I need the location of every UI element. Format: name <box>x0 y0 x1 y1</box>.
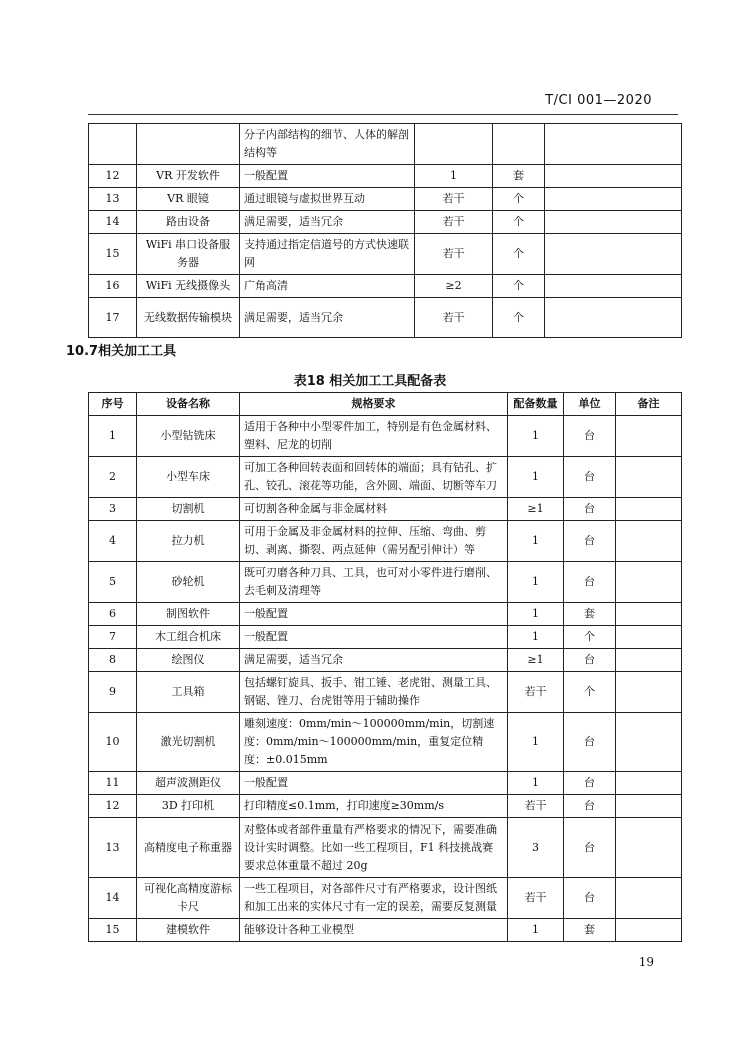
cell-unit: 台 <box>564 521 616 562</box>
cell-spec: 雕刻速度：0mm/min～100000mm/min，切割速度：0mm/min～100000mm/min，重复定位精度：±0.015mm <box>240 713 508 772</box>
cell-no: 2 <box>89 457 137 498</box>
cell-unit: 台 <box>564 795 616 818</box>
cell-note <box>616 795 682 818</box>
cell-qty: 若干 <box>415 234 493 275</box>
cell-spec: 通过眼镜与虚拟世界互动 <box>240 188 415 211</box>
table-row <box>89 298 682 338</box>
cell-name: 工具箱 <box>137 672 240 713</box>
cell-qty: ≥1 <box>508 649 564 672</box>
cell-no: 17 <box>89 298 137 338</box>
cell-note <box>616 498 682 521</box>
table-row <box>89 603 682 626</box>
cell-note <box>616 713 682 772</box>
cell-unit: 个 <box>493 188 545 211</box>
table-header-row <box>89 393 682 416</box>
cell-note <box>616 457 682 498</box>
cell-spec: 满足需要，适当冗余 <box>240 649 508 672</box>
cell-name: 木工组合机床 <box>137 626 240 649</box>
cell-unit: 套 <box>493 165 545 188</box>
table-row <box>89 562 682 603</box>
cell-unit: 个 <box>493 298 545 338</box>
cell-name: 激光切割机 <box>137 713 240 772</box>
cell-no: 7 <box>89 626 137 649</box>
cell-note <box>616 818 682 878</box>
cell-no: 10 <box>89 713 137 772</box>
table-row <box>89 772 682 795</box>
cell-qty: 3 <box>508 818 564 878</box>
cell-unit: 套 <box>564 603 616 626</box>
cell-no: 14 <box>89 878 137 919</box>
cell-name <box>137 124 240 165</box>
cell-qty: 1 <box>508 919 564 942</box>
table-row <box>89 649 682 672</box>
cell-name: 路由设备 <box>137 211 240 234</box>
cell-note <box>545 124 682 165</box>
cell-qty: ≥2 <box>415 275 493 298</box>
cell-spec: 满足需要，适当冗余 <box>240 211 415 234</box>
cell-spec: 一般配置 <box>240 165 415 188</box>
cell-spec: 打印精度≤0.1mm，打印速度≥30mm/s <box>240 795 508 818</box>
cell-unit: 个 <box>493 275 545 298</box>
cell-name: 3D 打印机 <box>137 795 240 818</box>
cell-spec: 适用于各种中小型零件加工，特别是有色金属材料、塑料、尼龙的切削 <box>240 416 508 457</box>
table-row <box>89 795 682 818</box>
cell-no: 12 <box>89 165 137 188</box>
cell-no: 5 <box>89 562 137 603</box>
cell-note <box>616 772 682 795</box>
cell-note <box>616 521 682 562</box>
cell-unit: 台 <box>564 457 616 498</box>
table-row <box>89 275 682 298</box>
cell-name: 制图软件 <box>137 603 240 626</box>
cell-spec: 广角高清 <box>240 275 415 298</box>
cell-qty: 1 <box>508 521 564 562</box>
header-qty: 配备数量 <box>508 393 564 416</box>
cell-name: 切割机 <box>137 498 240 521</box>
cell-unit: 台 <box>564 498 616 521</box>
cell-unit: 台 <box>564 713 616 772</box>
cell-no: 13 <box>89 818 137 878</box>
cell-no: 16 <box>89 275 137 298</box>
cell-spec: 支持通过指定信道号的方式快速联网 <box>240 234 415 275</box>
cell-spec: 一般配置 <box>240 626 508 649</box>
cell-note <box>545 275 682 298</box>
cell-spec: 可用于金属及非金属材料的拉伸、压缩、弯曲、剪切、剥离、撕裂、两点延伸（需另配引伸计）等 <box>240 521 508 562</box>
document-code: T/CI 001—2020 <box>545 93 652 108</box>
cell-qty: 1 <box>508 626 564 649</box>
cell-qty: 若干 <box>508 795 564 818</box>
cell-qty: 1 <box>508 713 564 772</box>
cell-unit: 台 <box>564 878 616 919</box>
cell-note <box>545 165 682 188</box>
cell-unit: 台 <box>564 818 616 878</box>
cell-spec: 一些工程项目，对各部件尺寸有严格要求，设计图纸和加工出来的实体尺寸有一定的误差，需要反复测量 <box>240 878 508 919</box>
cell-note <box>616 562 682 603</box>
cell-note <box>545 188 682 211</box>
cell-spec: 能够设计各种工业模型 <box>240 919 508 942</box>
cell-spec: 分子内部结构的细节、人体的解剖结构等 <box>240 124 415 165</box>
equipment-table-continued <box>88 123 682 338</box>
cell-no: 4 <box>89 521 137 562</box>
cell-note <box>545 211 682 234</box>
cell-spec: 一般配置 <box>240 772 508 795</box>
table-row <box>89 818 682 878</box>
cell-qty: 若干 <box>415 211 493 234</box>
table-row <box>89 626 682 649</box>
page-number: 19 <box>638 955 654 969</box>
cell-qty: 1 <box>508 603 564 626</box>
cell-qty <box>415 124 493 165</box>
cell-note <box>545 234 682 275</box>
cell-unit: 套 <box>564 919 616 942</box>
cell-note <box>616 878 682 919</box>
cell-spec: 包括螺钉旋具、扳手、钳工锤、老虎钳、测量工具、钢锯、锉刀、台虎钳等用于辅助操作 <box>240 672 508 713</box>
cell-note <box>616 919 682 942</box>
header-note: 备注 <box>616 393 682 416</box>
cell-unit: 台 <box>564 772 616 795</box>
cell-qty: 1 <box>415 165 493 188</box>
cell-qty: 若干 <box>508 878 564 919</box>
cell-no: 13 <box>89 188 137 211</box>
table-row <box>89 211 682 234</box>
table-row <box>89 521 682 562</box>
cell-name: WiFi 串口设备服务器 <box>137 234 240 275</box>
cell-no <box>89 124 137 165</box>
cell-name: 绘图仪 <box>137 649 240 672</box>
cell-qty: ≥1 <box>508 498 564 521</box>
header-unit: 单位 <box>564 393 616 416</box>
table-row <box>89 457 682 498</box>
cell-spec: 对整体或者部件重量有严格要求的情况下，需要准确设计实时调整。比如一些工程项目，F1 科技挑战赛要求总体重量不超过 20g <box>240 818 508 878</box>
cell-no: 11 <box>89 772 137 795</box>
table-row <box>89 234 682 275</box>
cell-no: 15 <box>89 234 137 275</box>
cell-name: 可视化高精度游标卡尺 <box>137 878 240 919</box>
table-row <box>89 713 682 772</box>
cell-no: 8 <box>89 649 137 672</box>
cell-no: 1 <box>89 416 137 457</box>
cell-note <box>616 649 682 672</box>
cell-unit: 个 <box>493 211 545 234</box>
cell-unit: 台 <box>564 562 616 603</box>
table-row <box>89 188 682 211</box>
cell-note <box>545 298 682 338</box>
cell-note <box>616 603 682 626</box>
header-no: 序号 <box>89 393 137 416</box>
cell-name: 小型钻铣床 <box>137 416 240 457</box>
cell-spec: 可切割各种金属与非金属材料 <box>240 498 508 521</box>
cell-no: 3 <box>89 498 137 521</box>
cell-qty: 1 <box>508 416 564 457</box>
cell-unit: 台 <box>564 416 616 457</box>
section-heading: 10.7相关加工工具 <box>66 344 177 359</box>
table-row <box>89 498 682 521</box>
cell-spec: 满足需要，适当冗余 <box>240 298 415 338</box>
cell-name: 砂轮机 <box>137 562 240 603</box>
cell-name: 建模软件 <box>137 919 240 942</box>
table-row <box>89 919 682 942</box>
cell-unit: 个 <box>564 626 616 649</box>
cell-spec: 可加工各种回转表面和回转体的端面；具有钻孔、扩孔、铰孔、滚花等功能，含外圆、端面、切断等车刀 <box>240 457 508 498</box>
cell-note <box>616 672 682 713</box>
cell-no: 15 <box>89 919 137 942</box>
cell-note <box>616 626 682 649</box>
cell-note <box>616 416 682 457</box>
cell-qty: 1 <box>508 562 564 603</box>
cell-no: 9 <box>89 672 137 713</box>
cell-unit: 个 <box>564 672 616 713</box>
header-spec: 规格要求 <box>240 393 508 416</box>
table-row <box>89 165 682 188</box>
cell-no: 14 <box>89 211 137 234</box>
cell-name: 超声波测距仪 <box>137 772 240 795</box>
cell-name: 小型车床 <box>137 457 240 498</box>
cell-name: 拉力机 <box>137 521 240 562</box>
table-row <box>89 878 682 919</box>
cell-unit: 个 <box>493 234 545 275</box>
cell-no: 6 <box>89 603 137 626</box>
table-row <box>89 124 682 165</box>
cell-name: 无线数据传输模块 <box>137 298 240 338</box>
header-rule <box>88 114 678 115</box>
table-row <box>89 672 682 713</box>
cell-qty: 若干 <box>415 298 493 338</box>
cell-unit <box>493 124 545 165</box>
cell-spec: 一般配置 <box>240 603 508 626</box>
cell-no: 12 <box>89 795 137 818</box>
table-row <box>89 416 682 457</box>
cell-qty: 1 <box>508 772 564 795</box>
cell-name: VR 眼镜 <box>137 188 240 211</box>
header-name: 设备名称 <box>137 393 240 416</box>
cell-name: WiFi 无线摄像头 <box>137 275 240 298</box>
cell-unit: 台 <box>564 649 616 672</box>
cell-spec: 既可刃磨各种刀具、工具，也可对小零件进行磨削、去毛刺及清理等 <box>240 562 508 603</box>
table-caption: 表18 相关加工工具配备表 <box>293 374 447 389</box>
processing-tools-table <box>88 392 682 942</box>
cell-name: VR 开发软件 <box>137 165 240 188</box>
cell-name: 高精度电子称重器 <box>137 818 240 878</box>
cell-qty: 1 <box>508 457 564 498</box>
cell-qty: 若干 <box>415 188 493 211</box>
cell-qty: 若干 <box>508 672 564 713</box>
